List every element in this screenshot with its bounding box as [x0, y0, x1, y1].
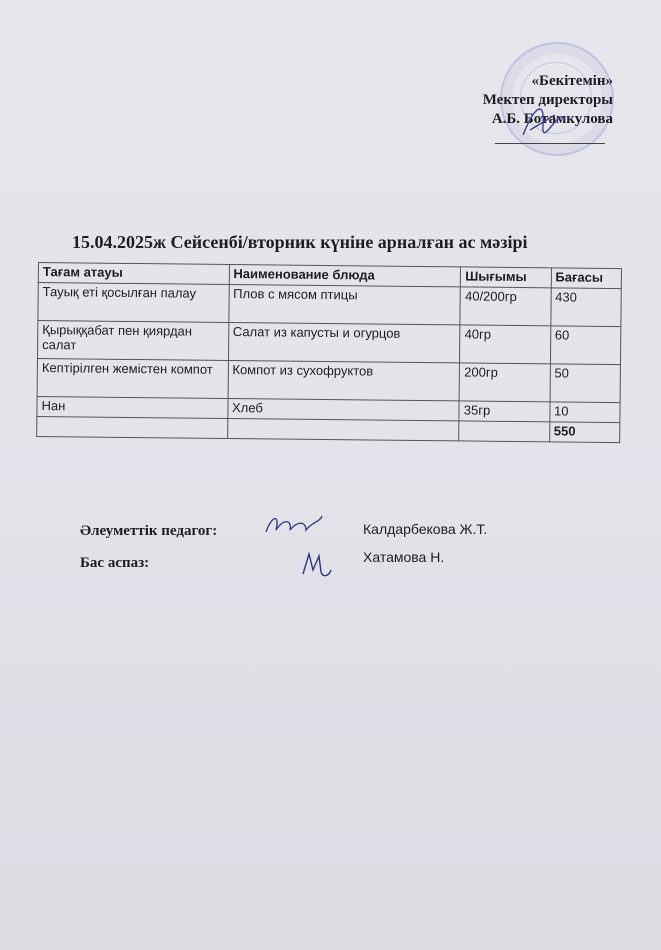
header-yield: Шығымы — [461, 267, 551, 288]
cell-empty — [37, 416, 228, 438]
approval-name: А.Б. Ботамкулова — [491, 111, 613, 127]
cell-dish-ru: Компот из сухофруктов — [228, 360, 460, 400]
cell-yield: 40/200гр — [460, 287, 551, 326]
cell-yield: 40гр — [460, 325, 551, 364]
cell-empty — [459, 421, 549, 442]
head-cook-signature — [295, 548, 335, 582]
header-dish-ru: Наименование блюда — [229, 265, 461, 287]
cell-price: 60 — [550, 326, 621, 365]
signature-line — [495, 143, 605, 144]
table-row — [37, 321, 620, 365]
cell-price: 430 — [550, 288, 621, 327]
cell-empty — [227, 418, 459, 440]
signer-role-social-pedagogue: Әлеуметтік педагог: — [80, 523, 218, 539]
cell-price: 50 — [550, 364, 621, 403]
cell-dish-ru: Салат из капусты и огурцов — [228, 322, 460, 362]
cell-dish-ru: Хлеб — [227, 398, 459, 420]
signer-name-head-cook: Хатамова Н. — [363, 549, 445, 565]
signer-name-social-pedagogue: Калдарбекова Ж.Т. — [363, 521, 488, 537]
cell-yield: 35гр — [459, 401, 549, 422]
header-price: Бағасы — [551, 268, 622, 289]
table-row — [38, 283, 621, 327]
cell-dish-kz: Қырыққабат пен қиярдан салат — [37, 321, 228, 361]
menu-table — [36, 262, 622, 443]
cell-price: 10 — [549, 402, 620, 423]
director-signature — [515, 95, 575, 145]
cell-yield: 200гр — [459, 363, 550, 402]
social-pedagogue-signature — [262, 510, 332, 540]
table-row — [37, 358, 620, 402]
header-dish-kz: Тағам атауы — [38, 263, 229, 285]
cell-dish-kz: Тауық еті қосылған палау — [38, 283, 229, 323]
cell-total: 550 — [549, 422, 620, 443]
cell-dish-ru: Плов с мясом птицы — [228, 284, 460, 324]
approval-heading: «Бекітемін» — [531, 73, 613, 89]
cell-dish-kz: Нан — [37, 396, 228, 418]
signer-role-head-cook: Бас аспаз: — [80, 555, 150, 571]
page-title: 15.04.2025ж Сейсенбі/вторник күніне арналған ас мәзірі — [72, 232, 528, 252]
approval-block — [482, 72, 613, 127]
cell-dish-kz: Кептірілген жемістен компот — [37, 358, 228, 398]
approval-position: Мектеп директоры — [482, 92, 613, 108]
